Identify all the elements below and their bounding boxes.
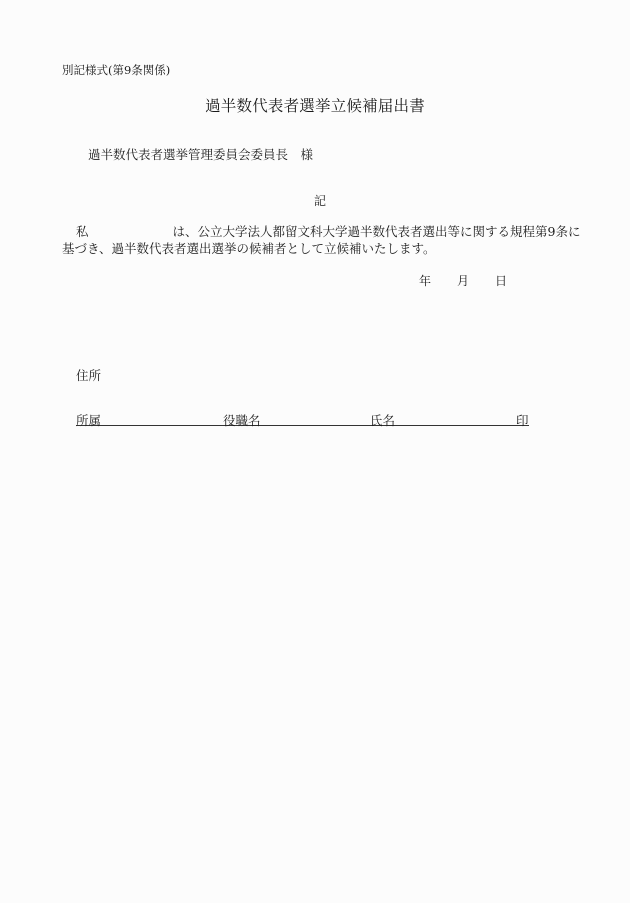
seal-label: 印 bbox=[516, 413, 529, 428]
address-label: 住所 bbox=[76, 368, 102, 383]
affiliation-field[interactable] bbox=[102, 411, 220, 426]
applicant-prefix: 私 bbox=[76, 224, 89, 239]
affiliation-label: 所属 bbox=[76, 413, 102, 428]
date-row bbox=[419, 272, 507, 289]
document-title: 過半数代表者選挙立候補届出書 bbox=[205, 97, 425, 115]
ki-heading: 記 bbox=[314, 194, 327, 208]
position-label: 役職名 bbox=[223, 413, 261, 428]
month-label: 月 bbox=[457, 274, 470, 288]
body-line-1-text: は、公立大学法人都留文科大学過半数代表者選出等に関する規程第9条に bbox=[172, 224, 581, 239]
position-field[interactable] bbox=[262, 411, 367, 426]
year-label: 年 bbox=[419, 274, 432, 288]
form-reference: 別記様式(第9条関係) bbox=[62, 63, 171, 77]
body-line-2: 基づき、過半数代表者選出選挙の候補者として立候補いたします。 bbox=[62, 241, 436, 256]
addressee: 過半数代表者選挙管理委員会委員長 様 bbox=[88, 147, 314, 162]
day-label: 日 bbox=[495, 274, 508, 288]
body-line-1 bbox=[62, 222, 582, 240]
name-field[interactable] bbox=[396, 411, 514, 426]
name-label: 氏名 bbox=[370, 413, 396, 428]
